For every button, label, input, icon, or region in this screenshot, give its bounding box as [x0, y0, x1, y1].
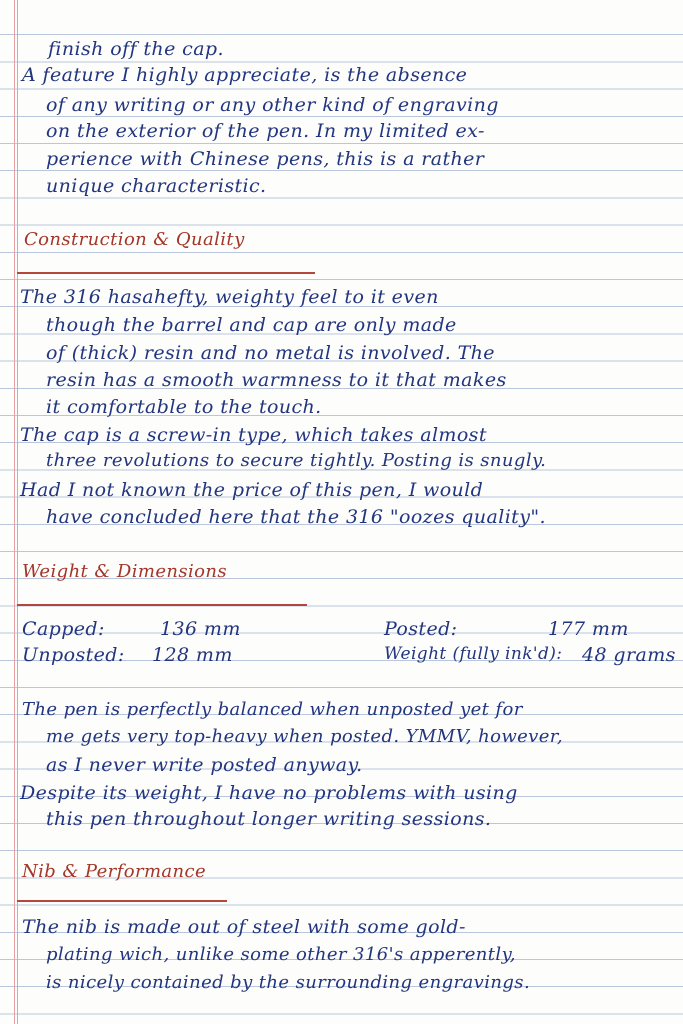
- text-line: Despite its weight, I have no problems with using: [20, 782, 518, 804]
- text-line: of (thick) resin and no metal is involved. The: [46, 342, 495, 364]
- section-heading: Weight & Dimensions: [22, 561, 228, 582]
- text-line: this pen throughout longer writing sessions.: [46, 808, 492, 830]
- spec-label: Capped:: [22, 618, 105, 640]
- text-line: though the barrel and cap are only made: [46, 314, 457, 336]
- text-line: The cap is a screw-in type, which takes almost: [20, 424, 487, 446]
- text-line: finish off the cap.: [48, 38, 224, 60]
- spec-value: 128 mm: [152, 644, 233, 666]
- text-line: The nib is made out of steel with some gold-: [22, 916, 466, 938]
- spec-value: 177 mm: [548, 618, 629, 640]
- text-line: as I never write posted anyway.: [46, 754, 363, 776]
- text-line: three revolutions to secure tightly. Posting is snugly.: [46, 450, 547, 471]
- heading-underline: [17, 900, 227, 902]
- spec-label: Unposted:: [22, 644, 125, 666]
- heading-underline: [17, 604, 307, 606]
- text-line: resin has a smooth warmness to it that makes: [46, 369, 507, 391]
- text-line: plating wich, unlike some other 316's apperently,: [46, 944, 516, 965]
- margin-line: [17, 0, 18, 1024]
- spec-value: 48 grams: [582, 644, 676, 666]
- text-line: perience with Chinese pens, this is a rather: [46, 148, 485, 170]
- text-line: Had I not known the price of this pen, I would: [20, 479, 484, 501]
- text-line: unique characteristic.: [46, 175, 267, 197]
- text-line: is nicely contained by the surrounding engravings.: [46, 972, 531, 993]
- text-line: me gets very top-heavy when posted. YMMV, however,: [46, 726, 563, 747]
- text-line: A feature I highly appreciate, is the absence: [22, 64, 468, 86]
- text-line: on the exterior of the pen. In my limited ex-: [46, 120, 485, 142]
- spec-label: Posted:: [384, 618, 458, 640]
- text-line: it comfortable to the touch.: [46, 396, 322, 418]
- spec-value: 136 mm: [160, 618, 241, 640]
- spec-label: Weight (fully ink'd):: [384, 644, 563, 664]
- text-line: The pen is perfectly balanced when unposted yet for: [22, 699, 523, 720]
- text-line: have concluded here that the 316 "oozes quality".: [46, 506, 546, 528]
- section-heading: Nib & Performance: [22, 861, 207, 882]
- margin-line: [14, 0, 15, 1024]
- text-line: The 316 hasahefty, weighty feel to it even: [20, 286, 439, 308]
- text-line: of any writing or any other kind of engraving: [46, 94, 499, 116]
- heading-underline: [17, 272, 315, 274]
- section-heading: Construction & Quality: [24, 229, 245, 250]
